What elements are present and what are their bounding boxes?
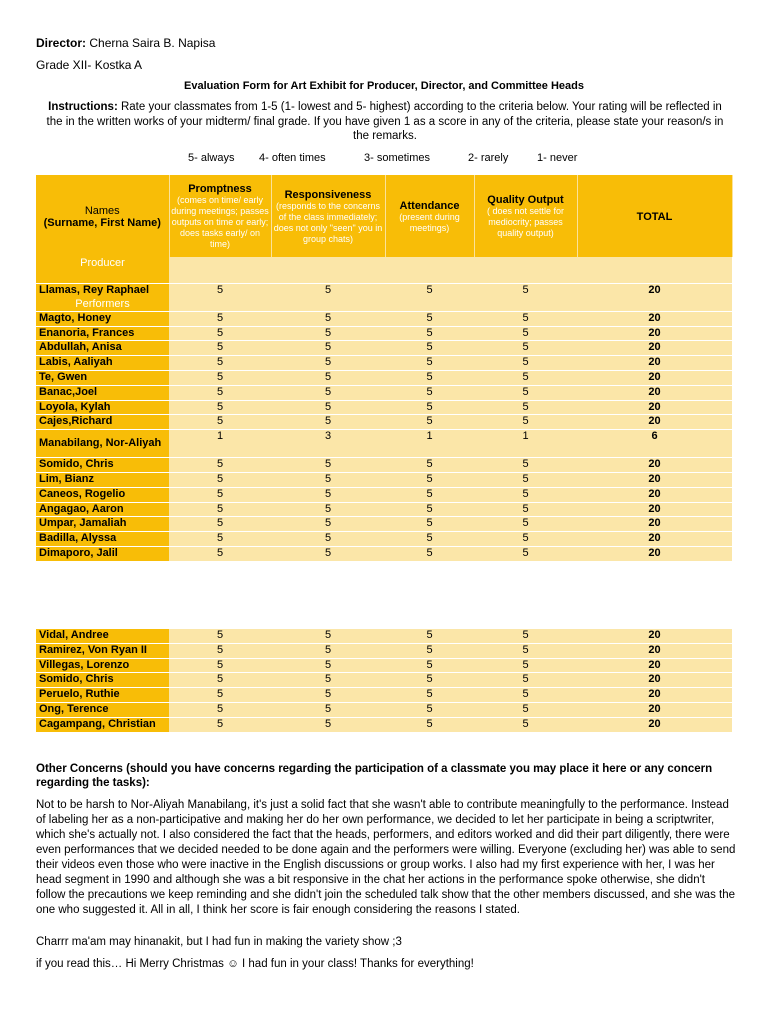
producer-rows (36, 283, 732, 297)
score-cell: 5 (474, 658, 577, 673)
table-row (36, 702, 732, 717)
scale-item: 5- always (188, 152, 235, 164)
total-cell: 20 (577, 487, 732, 502)
score-cell: 5 (474, 370, 577, 385)
score-cell: 5 (385, 643, 474, 658)
score-cell: 5 (385, 370, 474, 385)
table-row (36, 370, 732, 385)
table-row (36, 385, 732, 400)
table-row (36, 472, 732, 487)
score-cell: 5 (271, 546, 385, 560)
total-cell: 20 (577, 311, 732, 326)
score-cell: 5 (169, 385, 271, 400)
score-cell: 1 (169, 430, 271, 458)
names-sub: (Surname, First Name) (43, 217, 161, 229)
names-label: Names (84, 205, 120, 217)
total-cell: 20 (577, 458, 732, 473)
score-cell: 5 (169, 517, 271, 532)
score-cell: 5 (169, 629, 271, 644)
score-cell: 5 (271, 658, 385, 673)
score-cell: 5 (385, 658, 474, 673)
score-cell: 5 (474, 517, 577, 532)
table-row (36, 643, 732, 658)
score-cell: 5 (474, 326, 577, 341)
score-cell: 5 (385, 356, 474, 371)
score-cell: 5 (271, 458, 385, 473)
score-cell: 5 (474, 643, 577, 658)
attendance-header (385, 175, 474, 257)
score-cell: 5 (474, 385, 577, 400)
score-cell: 5 (271, 487, 385, 502)
student-name: Villegas, Lorenzo (36, 658, 169, 673)
student-name: Abdullah, Anisa (36, 341, 169, 356)
table-row (36, 532, 732, 547)
student-name: Ong, Terence (36, 702, 169, 717)
score-cell: 5 (385, 326, 474, 341)
table-row (36, 502, 732, 517)
score-cell: 5 (169, 326, 271, 341)
score-cell: 5 (474, 341, 577, 356)
score-cell: 5 (474, 717, 577, 731)
score-cell: 5 (385, 472, 474, 487)
total-cell: 20 (577, 472, 732, 487)
score-cell: 5 (385, 415, 474, 430)
score-cell: 5 (474, 629, 577, 644)
total-cell: 20 (577, 629, 732, 644)
student-name: Angagao, Aaron (36, 502, 169, 517)
score-cell: 5 (474, 458, 577, 473)
score-cell: 5 (385, 311, 474, 326)
column-label: Quality Output (487, 194, 564, 206)
total-cell: 20 (577, 658, 732, 673)
performer-rows (36, 311, 732, 560)
score-cell: 5 (385, 283, 474, 297)
score-cell: 5 (169, 370, 271, 385)
score-cell: 5 (169, 400, 271, 415)
score-cell: 5 (474, 673, 577, 688)
table-row (36, 673, 732, 688)
score-cell: 5 (169, 415, 271, 430)
total-cell: 20 (577, 370, 732, 385)
table-row (36, 458, 732, 473)
total-cell: 20 (577, 400, 732, 415)
concerns-heading: Other Concerns (should you have concerns regarding the participation of a classmate you may place it here or any concern regarding the tasks): (36, 763, 713, 789)
student-name: Magto, Honey (36, 311, 169, 326)
student-name: Llamas, Rey Raphael (36, 283, 169, 297)
total-cell: 20 (577, 502, 732, 517)
total-cell: 20 (577, 517, 732, 532)
score-cell: 5 (169, 643, 271, 658)
score-cell: 5 (271, 400, 385, 415)
student-name: Umpar, Jamaliah (36, 517, 169, 532)
table-row (36, 415, 732, 430)
total-cell: 20 (577, 546, 732, 560)
student-name: Banac,Joel (36, 385, 169, 400)
table-row (36, 400, 732, 415)
table-row (36, 517, 732, 532)
table-row (36, 658, 732, 673)
table-row (36, 430, 732, 458)
student-name: Labis, Aaliyah (36, 356, 169, 371)
score-cell: 5 (271, 517, 385, 532)
scale-item: 4- often times (259, 152, 326, 164)
instructions (40, 100, 730, 144)
total-cell: 20 (577, 385, 732, 400)
total-cell: 20 (577, 643, 732, 658)
quality-output-header (474, 175, 577, 257)
score-cell: 5 (271, 385, 385, 400)
total-cell: 20 (577, 356, 732, 371)
performers-section-row (36, 297, 732, 311)
score-cell: 5 (271, 326, 385, 341)
student-name: Cagampang, Christian (36, 717, 169, 731)
score-cell: 5 (169, 356, 271, 371)
total-cell: 20 (577, 688, 732, 703)
table-row (36, 487, 732, 502)
student-name: Somido, Chris (36, 458, 169, 473)
score-cell: 5 (385, 458, 474, 473)
score-cell: 5 (271, 415, 385, 430)
score-cell: 5 (474, 688, 577, 703)
student-name: Lim, Bianz (36, 472, 169, 487)
concerns-body: Not to be harsh to Nor-Aliyah Manabilang, it's just a solid fact that she wasn't able to contribute meaningfully to the performance. Instead of labeling her as a non-participative and making her do her own performance, we decided to let her participate in being a scriptwriter, which she's actually not. I also considered the fact that the heads, performers, and editors worked and did their part diligently, there were even performances that we decided needed to be done again and the performers were willing. Everyone (excluding her) was able to send their videos even those who were inactive in the English discussions or group works. I also had my first experience with her, I was her head segment in 1990 and although she was a bit responsive in the chat her actions in the performance spoke otherwise, she didn't follow the precautions we keep reminding and she didn't join the scheduled talk show that the other members discussed, and she was the one who suggested it. All in all, I think her score is fair enough considering the reasons I stated. (36, 799, 736, 916)
score-cell: 5 (385, 702, 474, 717)
scale-item: 2- rarely (468, 152, 509, 164)
score-cell: 5 (169, 688, 271, 703)
score-cell: 5 (474, 311, 577, 326)
closing-note: Charrr ma'am may hinanakit, but I had fun in making the variety show ;3 (36, 936, 402, 948)
score-cell: 5 (385, 487, 474, 502)
table-row (36, 341, 732, 356)
names-header (36, 175, 169, 257)
score-cell: 5 (169, 546, 271, 560)
score-cell: 5 (474, 502, 577, 517)
student-name: Manabilang, Nor-Aliyah (36, 430, 169, 458)
student-name: Enanoria, Frances (36, 326, 169, 341)
table-row (36, 717, 732, 731)
table-row (36, 326, 732, 341)
score-cell: 5 (271, 629, 385, 644)
director-label: Director: (36, 36, 87, 50)
score-cell: 5 (474, 472, 577, 487)
score-cell: 5 (169, 717, 271, 731)
score-cell: 5 (385, 385, 474, 400)
score-cell: 3 (271, 430, 385, 458)
table-row (36, 356, 732, 371)
student-name: Dimaporo, Jalil (36, 546, 169, 560)
form-title: Evaluation Form for Art Exhibit for Producer, Director, and Committee Heads (184, 80, 584, 92)
score-cell: 5 (474, 532, 577, 547)
evaluation-table (36, 175, 733, 561)
score-cell: 5 (385, 517, 474, 532)
score-cell: 5 (474, 415, 577, 430)
score-cell: 5 (271, 356, 385, 371)
score-cell: 5 (474, 283, 577, 297)
score-cell: 5 (385, 546, 474, 560)
column-desc: (comes on time/ early during meetings; passes outputs on time or early; does tasks early/ on time) (171, 195, 269, 249)
score-cell: 5 (271, 472, 385, 487)
instructions-label: Instructions: (48, 101, 118, 113)
score-cell: 5 (271, 688, 385, 703)
column-label: Responsiveness (284, 188, 372, 201)
section-label: Performers (36, 297, 169, 311)
director-name: Cherna Saira B. Napisa (89, 36, 216, 50)
scale-item: 3- sometimes (364, 152, 431, 164)
column-desc: ( does not settle for mediocrity; passes quality output) (486, 206, 565, 238)
section-label: Producer (36, 257, 169, 283)
student-name: Somido, Chris (36, 673, 169, 688)
score-cell: 5 (385, 629, 474, 644)
column-label: Promptness (188, 183, 252, 195)
score-cell: 5 (271, 341, 385, 356)
student-name: Ramirez, Von Ryan II (36, 643, 169, 658)
director-line (36, 36, 215, 50)
score-cell: 5 (169, 311, 271, 326)
score-cell: 5 (169, 283, 271, 297)
column-label: Attendance (399, 199, 460, 212)
continued-rows (36, 629, 732, 732)
responsiveness-header (271, 175, 385, 257)
score-cell: 5 (271, 502, 385, 517)
total-cell: 20 (577, 415, 732, 430)
score-cell: 5 (385, 532, 474, 547)
total-cell: 20 (577, 717, 732, 731)
student-name: Loyola, Kylah (36, 400, 169, 415)
column-label: TOTAL (636, 210, 673, 223)
table-row (36, 688, 732, 703)
column-desc: (present during meetings) (399, 211, 460, 233)
evaluation-table-continued (36, 628, 732, 732)
score-cell: 5 (271, 673, 385, 688)
score-cell: 5 (271, 702, 385, 717)
student-name: Peruelo, Ruthie (36, 688, 169, 703)
score-cell: 5 (385, 673, 474, 688)
total-cell: 20 (577, 673, 732, 688)
score-cell: 5 (271, 311, 385, 326)
score-cell: 5 (169, 341, 271, 356)
student-name: Vidal, Andree (36, 629, 169, 644)
score-cell: 5 (385, 717, 474, 731)
score-cell: 5 (271, 283, 385, 297)
score-cell: 5 (169, 458, 271, 473)
instructions-text: Rate your classmates from 1-5 (1- lowest and 5- highest) according to the criteria below. Your rating will be reflected in the in the written works of your midterm/ final grade. If you have given 1 as a score in any of the criteria, please state your reason/s in the remarks. (46, 101, 724, 142)
total-cell: 20 (577, 702, 732, 717)
closing-greeting: if you read this… Hi Merry Christmas ☺ I had fun in your class! Thanks for everything! (36, 958, 474, 970)
column-desc: (responds to the concerns of the class immediately; does not only "seen" you in group chats) (273, 200, 383, 244)
table-row (36, 311, 732, 326)
table-row (36, 283, 732, 297)
table-header-row (36, 175, 732, 257)
promptness-header (169, 175, 271, 257)
score-cell: 5 (385, 688, 474, 703)
score-cell: 5 (474, 356, 577, 371)
score-cell: 5 (474, 487, 577, 502)
score-cell: 5 (169, 472, 271, 487)
table-row (36, 629, 732, 644)
score-cell: 5 (385, 341, 474, 356)
score-cell: 1 (385, 430, 474, 458)
score-cell: 5 (385, 502, 474, 517)
total-cell: 20 (577, 326, 732, 341)
producer-section-row (36, 257, 732, 283)
score-cell: 5 (169, 532, 271, 547)
total-header (577, 175, 732, 257)
score-cell: 5 (271, 717, 385, 731)
score-cell: 5 (169, 502, 271, 517)
score-cell: 1 (474, 430, 577, 458)
score-cell: 5 (169, 658, 271, 673)
scale-item: 1- never (537, 152, 578, 164)
total-cell: 20 (577, 341, 732, 356)
score-cell: 5 (271, 370, 385, 385)
grade-line: Grade XII- Kostka A (36, 58, 143, 72)
score-cell: 5 (271, 532, 385, 547)
student-name: Cajes,Richard (36, 415, 169, 430)
student-name: Badilla, Alyssa (36, 532, 169, 547)
total-cell: 20 (577, 283, 732, 297)
score-cell: 5 (474, 400, 577, 415)
score-cell: 5 (169, 487, 271, 502)
total-cell: 20 (577, 532, 732, 547)
score-cell: 5 (169, 702, 271, 717)
total-cell: 6 (577, 430, 732, 458)
score-cell: 5 (385, 400, 474, 415)
score-cell: 5 (169, 673, 271, 688)
student-name: Te, Gwen (36, 370, 169, 385)
score-cell: 5 (474, 546, 577, 560)
table-row (36, 546, 732, 560)
score-cell: 5 (474, 702, 577, 717)
student-name: Caneos, Rogelio (36, 487, 169, 502)
score-cell: 5 (271, 643, 385, 658)
